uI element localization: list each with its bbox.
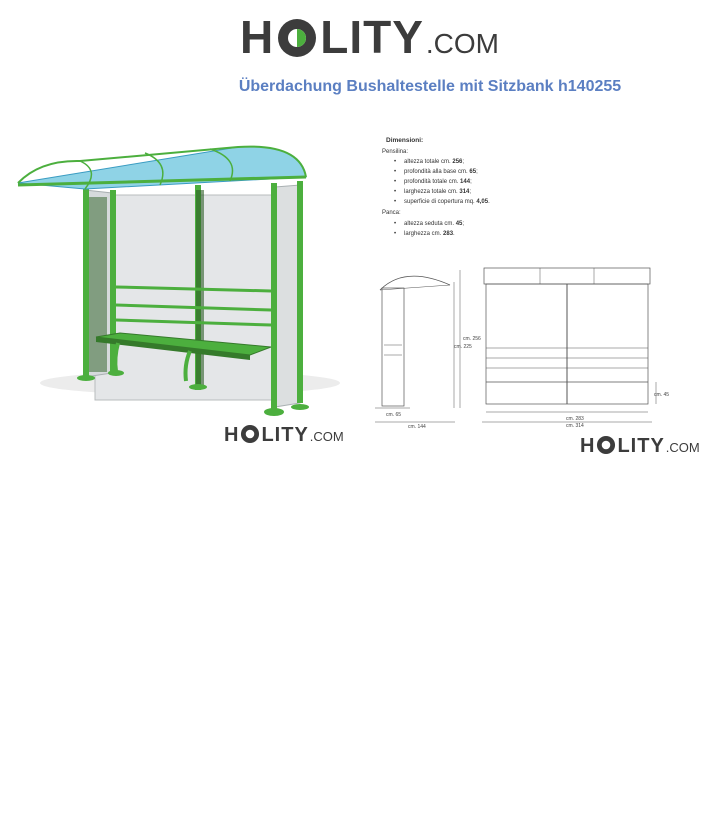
spec-item: • superficie di copertura mq. 4,05. (404, 199, 490, 205)
spec-item: • larghezza totale cm. 314; (404, 189, 471, 195)
spec-heading: Dimensioni: (386, 137, 424, 144)
watermark-suffix: .COM (309, 429, 344, 444)
spec-item: • profondità totale cm. 144; (404, 179, 472, 185)
spec-section-pensilina: Pensilina: (382, 149, 409, 155)
page-title: Überdachung Bushaltestelle mit Sitzbank h140255 (238, 78, 622, 95)
dim-label: cm. 314 (566, 423, 584, 429)
watermark-word: LITY (617, 435, 665, 457)
logo-suffix: .COM (425, 28, 500, 59)
spec-item: • larghezza cm. 283. (404, 231, 455, 237)
dim-label: cm. 144 (408, 424, 426, 430)
spec-item: • profondità alla base cm. 65; (404, 169, 478, 175)
watermark-word: LITY (261, 424, 309, 446)
spec-section-panca: Panca: (382, 210, 401, 216)
watermark-letter-h: H (580, 435, 596, 457)
photo-watermark-logo (224, 421, 344, 447)
watermark-o-icon (596, 435, 616, 455)
dim-label: cm. 65 (386, 412, 402, 418)
technical-spec-sheet[interactable] (370, 120, 710, 465)
dim-label: cm. 225 (454, 344, 472, 350)
holity-logo[interactable] (240, 10, 499, 64)
logo-word: LITY (320, 11, 424, 63)
watermark-o-icon (240, 424, 260, 444)
logo-letter-h: H (240, 11, 275, 63)
sheet-watermark-logo (580, 432, 700, 458)
watermark-letter-h: H (224, 424, 240, 446)
dim-label: cm. 45 (654, 392, 670, 398)
logo-o-icon (276, 16, 318, 58)
dim-label: cm. 256 (463, 336, 481, 342)
spec-item: • altezza totale cm. 256; (404, 159, 464, 165)
front-view-drawing (480, 260, 675, 435)
spec-item: • altezza seduta cm. 45; (404, 221, 464, 227)
product-photo[interactable] (0, 115, 360, 460)
dim-label: cm. 283 (566, 416, 584, 422)
watermark-suffix: .COM (665, 440, 700, 455)
